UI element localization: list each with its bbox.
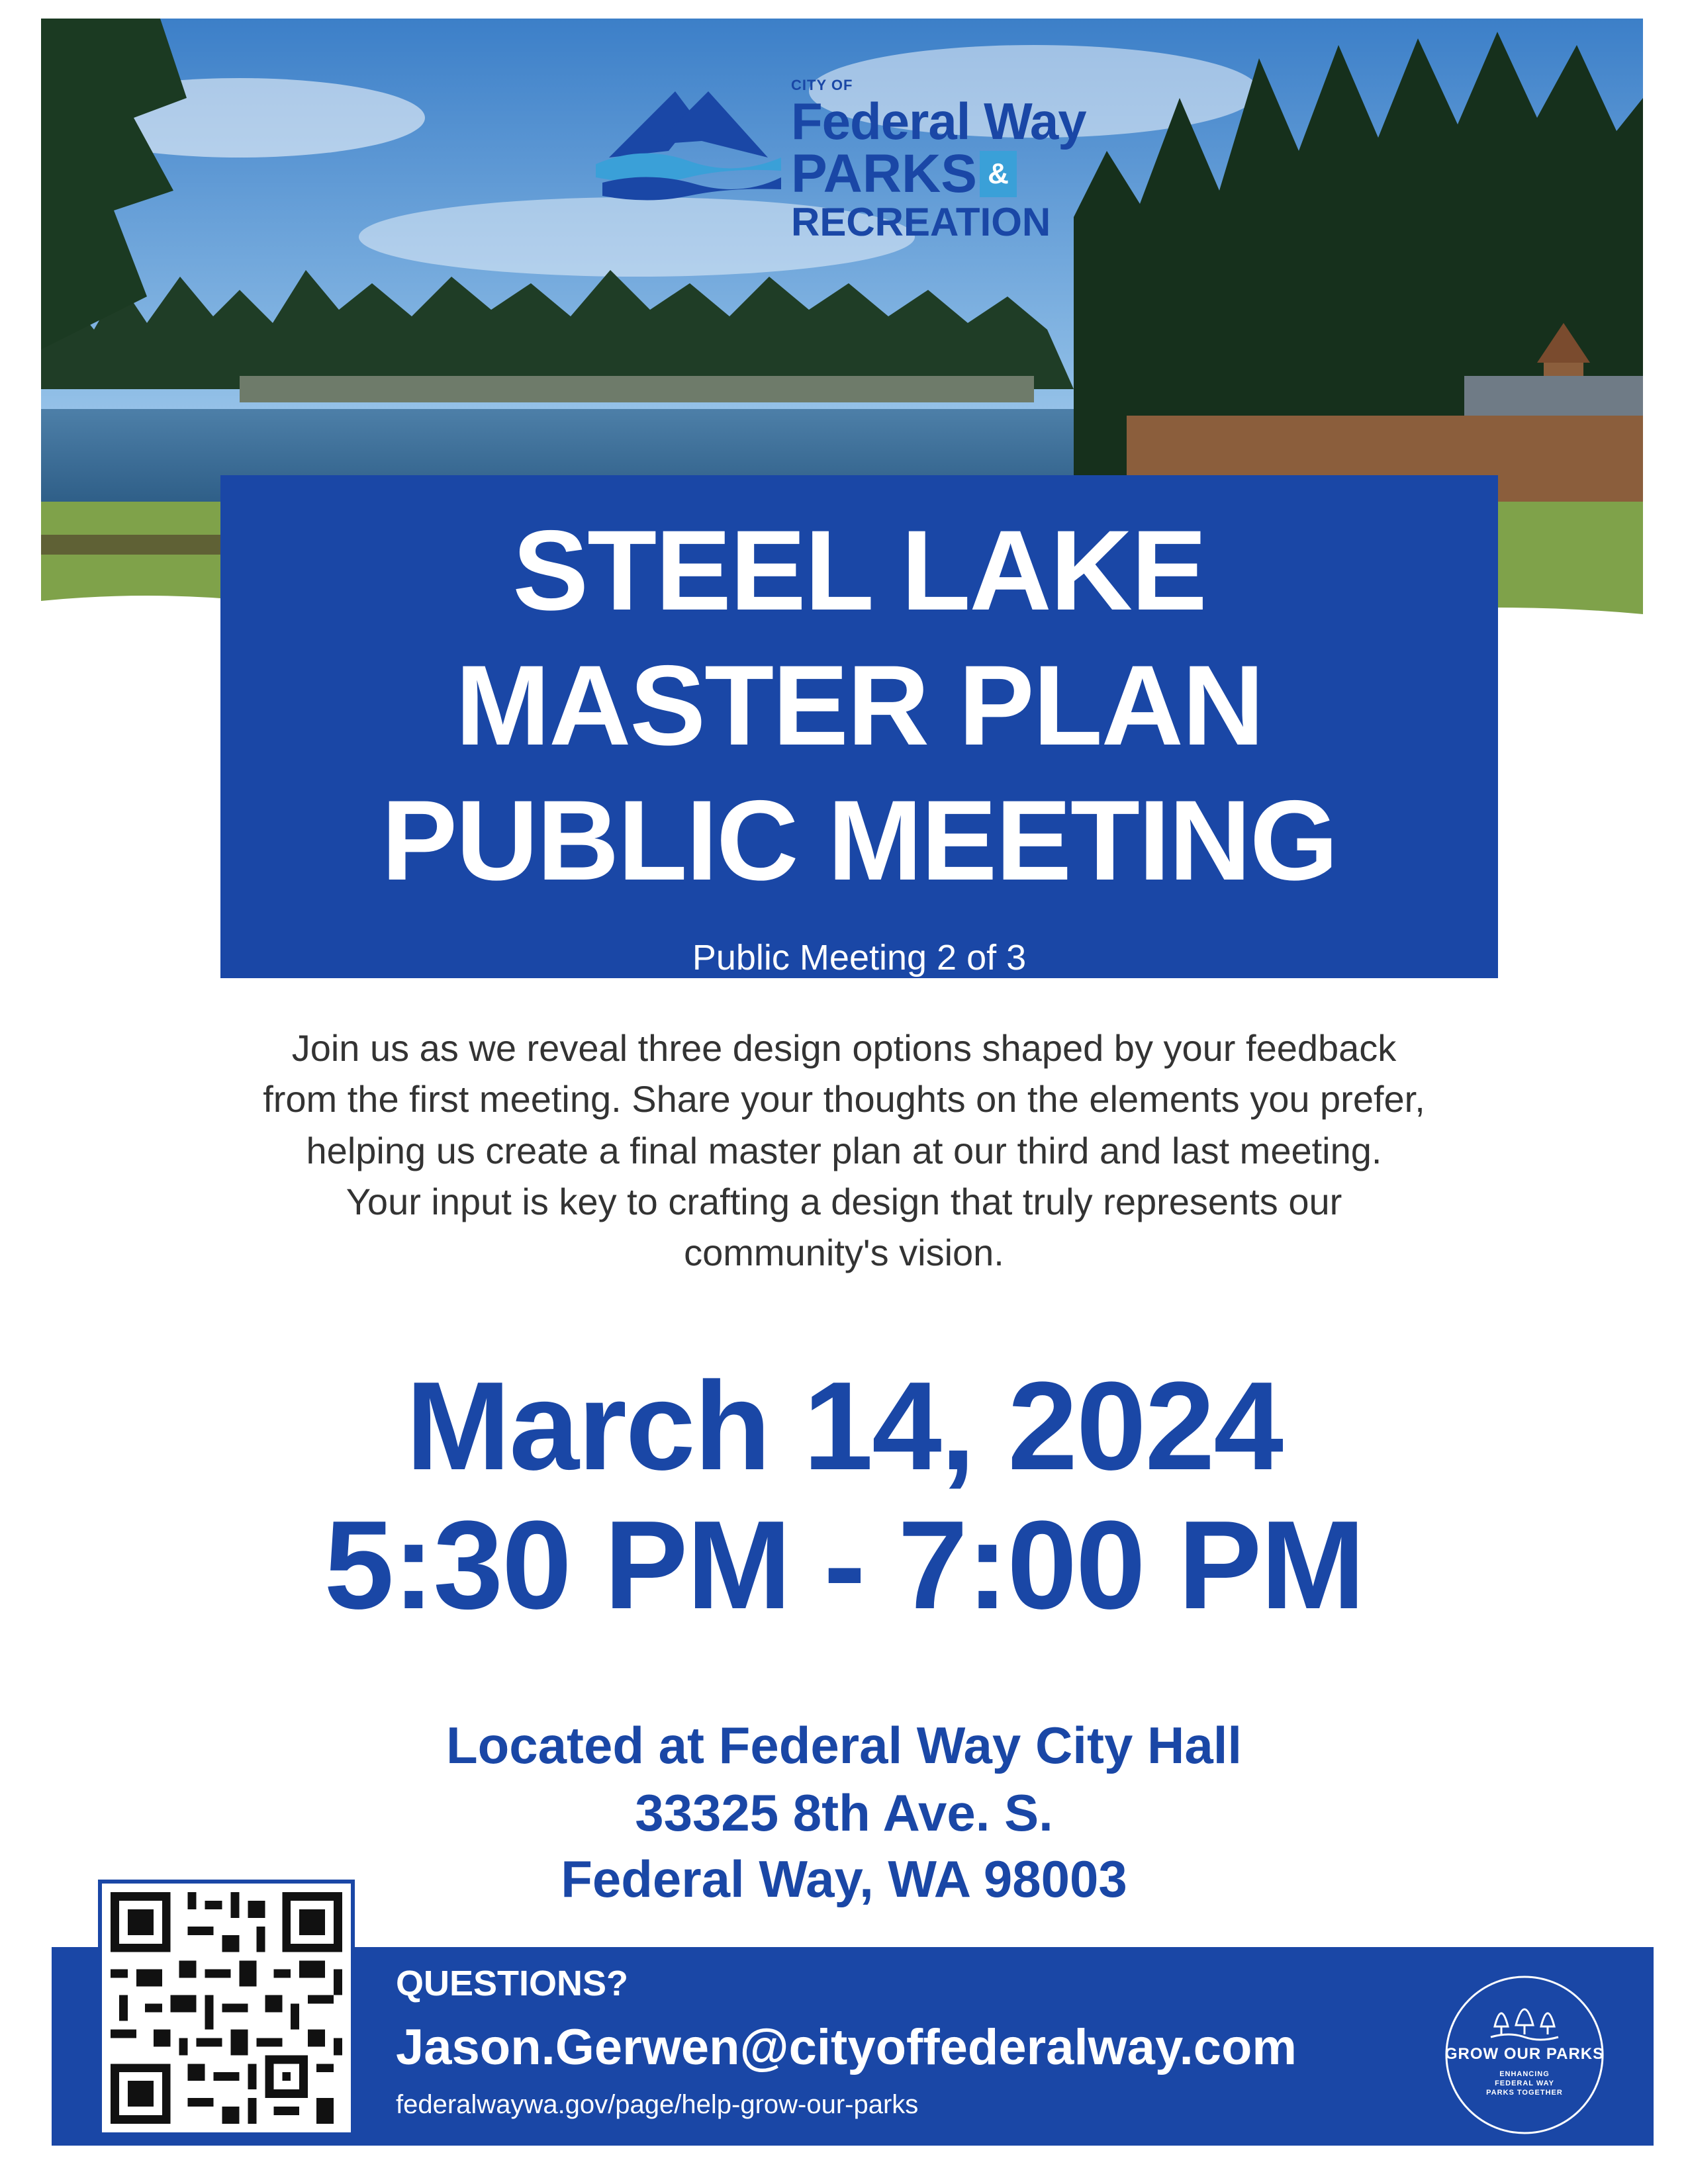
location-venue: Located at Federal Way City Hall — [445, 1716, 1243, 1774]
location-city: Federal Way, WA 98003 — [561, 1850, 1127, 1908]
qr-code[interactable] — [98, 1880, 355, 2136]
intro-line: Your input is key to crafting a design that truly represents our — [346, 1180, 1342, 1222]
badge-title: GROW OUR PARKS — [1444, 2045, 1605, 2063]
intro-line: community's vision. — [684, 1232, 1004, 1274]
intro-line: helping us create a final master plan at our third and last meeting. — [306, 1129, 1382, 1171]
logo-federal-way: Federal Way — [791, 92, 1086, 150]
title-line-2: MASTER PLAN — [455, 642, 1264, 769]
title-line-3: PUBLIC MEETING — [381, 777, 1337, 904]
title-banner — [220, 475, 1498, 978]
badge-sub-line: PARKS TOGETHER — [1486, 2088, 1563, 2097]
grow-our-parks-badge — [1443, 1974, 1606, 2136]
logo-city-of: CITY OF — [791, 77, 853, 93]
contact-email-link[interactable]: Jason.Gerwen@cityoffederalway.com — [396, 2019, 1297, 2075]
contact-url-link[interactable]: federalwaywa.gov/page/help-grow-our-parks — [396, 2090, 919, 2119]
mountain-wave-logo-icon — [596, 78, 781, 204]
title-line-1: STEEL LAKE — [512, 507, 1206, 634]
badge-subtitle — [1470, 2070, 1579, 2097]
logo-parks: PARKS — [791, 144, 977, 204]
logo-ampersand: & — [980, 151, 1017, 197]
intro-line: from the first meeting. Share your thoughts on the elements you prefer, — [263, 1078, 1425, 1120]
badge-sub-line: FEDERAL WAY — [1495, 2079, 1554, 2087]
intro-line: Join us as we reveal three design options shaped by your feedback — [291, 1027, 1397, 1069]
intro-paragraph — [132, 1023, 1556, 1278]
qr-code-icon — [102, 1884, 351, 2132]
event-time: 5:30 PM - 7:00 PM — [324, 1495, 1364, 1635]
logo-recreation: RECREATION — [791, 200, 1051, 244]
meeting-subtitle: Public Meeting 2 of 3 — [692, 938, 1027, 978]
location-street: 33325 8th Ave. S. — [635, 1784, 1053, 1842]
parks-logo — [596, 78, 1099, 257]
questions-label: QUESTIONS? — [396, 1964, 629, 2003]
badge-sub-line: ENHANCING — [1499, 2070, 1550, 2078]
event-date: March 14, 2024 — [406, 1356, 1282, 1496]
